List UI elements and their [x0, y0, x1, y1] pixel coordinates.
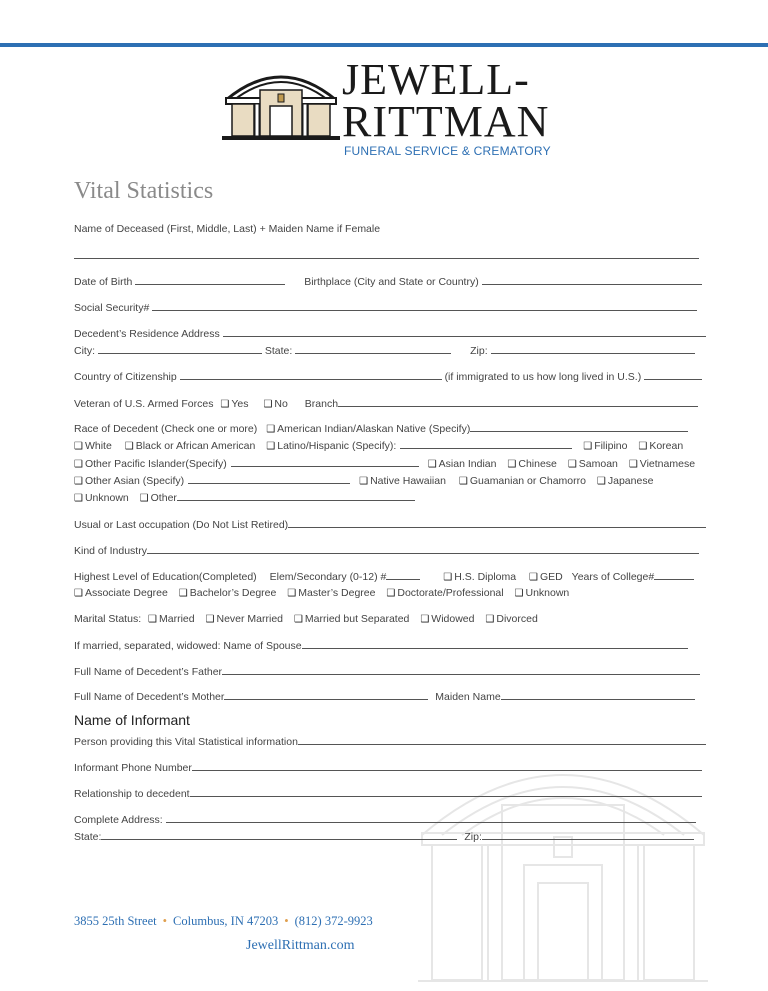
ssn-row — [74, 300, 697, 315]
industry-line[interactable] — [147, 543, 699, 554]
footer-city: Columbus, IN 47203 — [173, 914, 279, 928]
race-row-4 — [74, 473, 653, 489]
branch-label: Branch — [304, 398, 339, 410]
race-other-checkbox[interactable]: ❑ — [139, 493, 149, 504]
spouse-label: If married, separated, widowed: Name of Spouse — [74, 640, 302, 652]
ssn-label: Social Security# — [74, 302, 150, 314]
race-white-label: White — [84, 440, 112, 452]
race-filipino-checkbox[interactable]: ❑ — [583, 441, 593, 452]
company-logo — [222, 55, 552, 160]
race-guamanian-label: Guamanian or Chamorro — [469, 475, 586, 487]
informant-zip-line[interactable] — [482, 829, 694, 840]
informant-phone-row — [74, 760, 702, 775]
elem-label: Elem/Secondary (0-12) # — [269, 571, 387, 583]
married-label: Married — [159, 613, 195, 625]
deceased-name-line[interactable] — [74, 258, 699, 259]
race-label: Race of Decedent (Check one or more) — [74, 423, 258, 435]
race-samoan-label: Samoan — [578, 458, 618, 470]
elem-line[interactable] — [386, 569, 420, 580]
deceased-name-label: Name of Deceased (First, Middle, Last) + Maiden Name if Female — [74, 223, 381, 235]
race-american-indian-label: American Indian/Alaskan Native (Specify) — [277, 423, 471, 435]
marital-row — [74, 612, 538, 627]
birthplace-line[interactable] — [482, 274, 702, 285]
industry-row — [74, 543, 699, 558]
veteran-no-checkbox[interactable]: ❑ — [263, 399, 273, 410]
race-american-indian-checkbox[interactable]: ❑ — [266, 424, 276, 435]
race-guamanian-checkbox[interactable]: ❑ — [458, 476, 468, 487]
building-watermark-icon — [418, 745, 708, 985]
occupation-label: Usual or Last occupation (Do Not List Retired) — [74, 519, 289, 531]
city-line[interactable] — [98, 343, 262, 354]
zip-line[interactable] — [491, 343, 695, 354]
informant-person-line[interactable] — [298, 734, 706, 745]
race-latino-line[interactable] — [400, 438, 572, 449]
informant-heading: Name of Informant — [74, 712, 190, 728]
city-row — [74, 343, 695, 358]
state-label: State: — [264, 345, 293, 357]
informant-address-label: Complete Address: — [74, 814, 163, 826]
associate-checkbox[interactable]: ❑ — [74, 588, 83, 599]
race-latino-label: Latino/Hispanic (Specify): — [277, 440, 397, 452]
married-checkbox[interactable]: ❑ — [148, 614, 157, 625]
education-row-2 — [74, 586, 569, 601]
veteran-label: Veteran of U.S. Armed Forces — [74, 398, 214, 410]
race-chinese-label: Chinese — [518, 458, 557, 470]
race-unknown-checkbox[interactable]: ❑ — [74, 493, 83, 504]
race-white-checkbox[interactable]: ❑ — [74, 441, 83, 452]
immigrated-line[interactable] — [644, 369, 702, 380]
footer-address — [74, 914, 373, 929]
citizenship-label: Country of Citizenship — [74, 371, 177, 383]
master-label: Master’s Degree — [298, 587, 376, 599]
never-married-label: Never Married — [216, 613, 284, 625]
informant-relation-row — [74, 786, 702, 801]
divorced-checkbox[interactable]: ❑ — [485, 614, 495, 625]
separated-checkbox[interactable]: ❑ — [293, 614, 303, 625]
footer-phone: (812) 372-9923 — [294, 914, 373, 928]
occupation-row — [74, 517, 706, 532]
race-samoan-checkbox[interactable]: ❑ — [567, 459, 577, 470]
informant-person-label: Person providing this Vital Statistical information — [74, 736, 298, 748]
dob-row — [74, 274, 702, 289]
hs-diploma-label: H.S. Diploma — [454, 571, 517, 583]
page-title: Vital Statistics — [74, 178, 214, 204]
race-other-label: Other — [150, 492, 177, 504]
dob-label: Date of Birth — [74, 276, 133, 288]
bachelor-label: Bachelor’s Degree — [189, 587, 277, 599]
ssn-line[interactable] — [152, 300, 697, 311]
informant-address-line[interactable] — [166, 812, 696, 823]
ged-label: GED — [539, 571, 563, 583]
race-asian-indian-checkbox[interactable]: ❑ — [427, 459, 437, 470]
race-other-asian-checkbox[interactable]: ❑ — [74, 476, 83, 487]
doctorate-checkbox[interactable]: ❑ — [386, 588, 396, 599]
never-married-checkbox[interactable]: ❑ — [205, 614, 215, 625]
widowed-checkbox[interactable]: ❑ — [420, 614, 430, 625]
maiden-line[interactable] — [501, 689, 695, 700]
spouse-line[interactable] — [302, 638, 688, 649]
mother-row — [74, 689, 695, 704]
occupation-line[interactable] — [288, 517, 706, 528]
informant-phone-line[interactable] — [192, 760, 702, 771]
hs-diploma-checkbox[interactable]: ❑ — [443, 572, 453, 583]
race-japanese-checkbox[interactable]: ❑ — [596, 476, 606, 487]
father-line[interactable] — [222, 664, 700, 675]
college-line[interactable] — [654, 569, 694, 580]
footer-street: 3855 25th Street — [74, 914, 157, 928]
divorced-label: Divorced — [496, 613, 538, 625]
industry-label: Kind of Industry — [74, 545, 147, 557]
race-chinese-checkbox[interactable]: ❑ — [507, 459, 517, 470]
edu-unknown-checkbox[interactable]: ❑ — [514, 588, 524, 599]
race-japanese-label: Japanese — [607, 475, 654, 487]
citizenship-row — [74, 369, 702, 384]
race-korean-checkbox[interactable]: ❑ — [638, 441, 648, 452]
education-row-1 — [74, 569, 694, 585]
race-vietnamese-label: Vietnamese — [639, 458, 696, 470]
race-row-2 — [74, 438, 683, 454]
race-asian-indian-label: Asian Indian — [438, 458, 497, 470]
citizenship-line[interactable] — [180, 369, 442, 380]
residence-line[interactable] — [223, 326, 706, 337]
birthplace-label: Birthplace (City and State or Country) — [304, 276, 479, 288]
father-row — [74, 664, 700, 679]
separated-label: Married but Separated — [304, 613, 410, 625]
race-black-checkbox[interactable]: ❑ — [124, 441, 134, 452]
race-other-asian-label: Other Asian (Specify) — [84, 475, 185, 487]
informant-state-line[interactable] — [101, 829, 457, 840]
residence-row — [74, 326, 706, 341]
race-row-1 — [74, 421, 688, 437]
dob-line[interactable] — [135, 274, 285, 285]
race-american-indian-line[interactable] — [470, 421, 688, 432]
associate-label: Associate Degree — [84, 587, 168, 599]
maiden-label: Maiden Name — [435, 691, 501, 703]
branch-line[interactable] — [338, 396, 698, 407]
footer-separator-icon: • — [162, 914, 168, 928]
informant-phone-label: Informant Phone Number — [74, 762, 192, 774]
widowed-label: Widowed — [431, 613, 475, 625]
mother-line[interactable] — [224, 689, 428, 700]
veteran-row — [74, 396, 698, 412]
father-label: Full Name of Decedent’s Father — [74, 666, 223, 678]
ged-checkbox[interactable]: ❑ — [529, 572, 538, 583]
race-hawaiian-label: Native Hawaiian — [370, 475, 446, 487]
building-logo-icon — [222, 60, 340, 142]
spouse-row — [74, 638, 688, 653]
race-pacific-line[interactable] — [231, 456, 419, 467]
marital-label: Marital Status: — [74, 613, 142, 625]
informant-person-row — [74, 734, 706, 749]
race-pacific-label: Other Pacific Islander(Specify) — [84, 458, 227, 470]
mother-label: Full Name of Decedent’s Mother — [74, 691, 225, 703]
brand-name-line2: RITTMAN — [342, 97, 550, 146]
informant-state-row — [74, 829, 694, 844]
race-korean-label: Korean — [649, 440, 684, 452]
brand-name-line1: JEWELL- — [342, 55, 530, 104]
veteran-yes-label: Yes — [231, 398, 249, 410]
race-vietnamese-checkbox[interactable]: ❑ — [628, 459, 638, 470]
city-label: City: — [74, 345, 95, 357]
education-label: Highest Level of Education(Completed) — [74, 571, 257, 583]
race-hawaiian-checkbox[interactable]: ❑ — [359, 476, 369, 487]
doctorate-label: Doctorate/Professional — [397, 587, 504, 599]
informant-relation-line[interactable] — [190, 786, 702, 797]
state-line[interactable] — [295, 343, 451, 354]
informant-relation-label: Relationship to decedent — [74, 788, 190, 800]
footer-separator-icon: • — [284, 914, 289, 928]
race-other-line[interactable] — [177, 490, 415, 501]
informant-zip-label: Zip: — [464, 831, 482, 843]
footer-website-link[interactable]: JewellRittman.com — [246, 938, 355, 953]
veteran-yes-checkbox[interactable]: ❑ — [220, 399, 230, 410]
informant-address-row — [74, 812, 696, 827]
race-latino-checkbox[interactable]: ❑ — [266, 441, 276, 452]
college-label: Years of College# — [571, 571, 655, 583]
race-pacific-checkbox[interactable]: ❑ — [74, 459, 83, 470]
veteran-no-label: No — [274, 398, 288, 410]
edu-unknown-label: Unknown — [525, 587, 570, 599]
race-other-asian-line[interactable] — [188, 473, 350, 484]
race-filipino-label: Filipino — [594, 440, 628, 452]
informant-state-label: State: — [74, 831, 102, 843]
immigrated-label: (if immigrated to us how long lived in U.S.) — [444, 371, 642, 383]
master-checkbox[interactable]: ❑ — [287, 588, 297, 599]
race-unknown-label: Unknown — [84, 492, 129, 504]
race-row-5 — [74, 490, 415, 506]
residence-label: Decedent’s Residence Address — [74, 328, 220, 340]
race-black-label: Black or African American — [135, 440, 256, 452]
top-accent-bar — [0, 43, 768, 47]
brand-tagline: FUNERAL SERVICE & CREMATORY — [344, 144, 551, 158]
race-row-3 — [74, 456, 695, 472]
zip-label: Zip: — [470, 345, 488, 357]
bachelor-checkbox[interactable]: ❑ — [178, 588, 188, 599]
